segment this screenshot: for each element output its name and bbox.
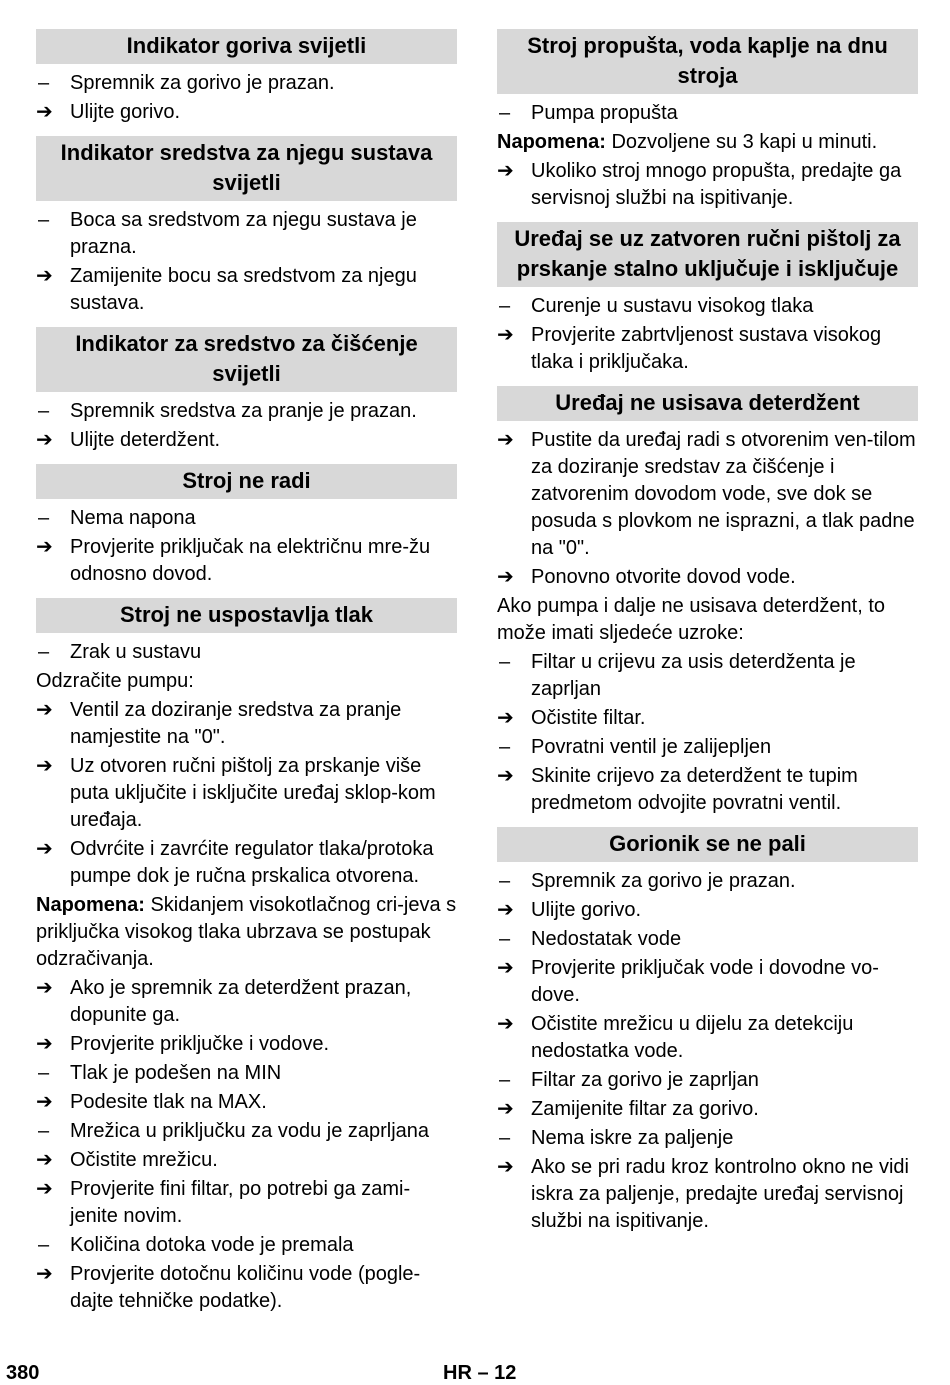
item-text: Povratni ventil je zalijepljen	[531, 736, 772, 758]
item-text: Ventil za doziranje sredstva za pranje namjestite na "0".	[70, 699, 402, 748]
remedy-item	[36, 836, 457, 890]
left-column	[36, 29, 457, 1317]
remedy-item	[497, 427, 918, 562]
fault-cause-item	[36, 1232, 457, 1259]
item-text: Ponovno otvorite dovod vode.	[531, 566, 796, 588]
note-text: Skidanjem visokotlačnog cri-jeva s priključka visokog tlaka ubrzava se postupak odzračivanja.	[36, 894, 457, 970]
item-text: Mrežica u priključku za vodu je zaprljana	[70, 1120, 430, 1142]
item-text: Ulijte deterdžent.	[70, 429, 221, 451]
page-number: 380	[6, 1362, 40, 1384]
dash-bullet: –	[499, 651, 511, 673]
arrow-right-icon: ➔	[497, 899, 514, 921]
fault-cause-item	[497, 734, 918, 761]
remedy-item	[36, 1147, 457, 1174]
remedy-item	[36, 99, 457, 126]
arrow-right-icon: ➔	[36, 429, 53, 451]
item-text: Filtar za gorivo je zaprljan	[531, 1069, 759, 1091]
section-heading: Stroj ne uspostavlja tlak	[36, 598, 457, 633]
arrow-right-icon: ➔	[36, 1091, 53, 1113]
paragraph: Ako pumpa i dalje ne usisava deterdžent, to može imati sljedeće uzroke:	[497, 595, 886, 644]
note-text: Dozvoljene su 3 kapi u minuti.	[605, 131, 878, 153]
item-text: Filtar u crijevu za usis deterdženta je zaprljan	[531, 651, 856, 700]
arrow-right-icon: ➔	[497, 707, 514, 729]
arrow-right-icon: ➔	[36, 101, 53, 123]
remedy-item	[497, 158, 918, 212]
item-text: Očistite mrežicu.	[70, 1149, 218, 1171]
dash-bullet: –	[499, 736, 511, 758]
item-text: Provjerite zabrtvljenost sustava visokog tlaka i priključaka.	[531, 324, 882, 373]
paragraph: Odzračite pumpu:	[36, 670, 194, 692]
arrow-right-icon: ➔	[36, 1033, 53, 1055]
dash-bullet: –	[38, 72, 50, 94]
remedy-item	[36, 753, 457, 834]
remedy-item	[36, 1031, 457, 1058]
item-text: Zamijenite bocu sa sredstvom za njegu sustava.	[70, 265, 417, 314]
arrow-right-icon: ➔	[36, 1149, 53, 1171]
item-text: Skinite crijevo za deterdžent te tupim predmetom odvojite povratni ventil.	[531, 765, 858, 814]
fault-cause-item	[36, 639, 457, 666]
section-heading: Indikator sredstva za njegu sustava svijetli	[36, 136, 457, 201]
item-text: Provjerite priključak na električnu mre-žu odnosno dovod.	[70, 536, 431, 585]
dash-bullet: –	[499, 102, 511, 124]
arrow-right-icon: ➔	[36, 838, 53, 860]
item-text: Zamijenite filtar za gorivo.	[531, 1098, 759, 1120]
item-text: Ukoliko stroj mnogo propušta, predajte ga servisnoj službi na ispitivanje.	[531, 160, 902, 209]
arrow-right-icon: ➔	[497, 1156, 514, 1178]
item-text: Nedostatak vode	[531, 928, 682, 950]
fault-cause-item	[36, 398, 457, 425]
remedy-item	[36, 263, 457, 317]
item-text: Provjerite priključak vode i dovodne vo-dove.	[531, 957, 879, 1006]
dash-bullet: –	[38, 641, 50, 663]
dash-bullet: –	[38, 1062, 50, 1084]
arrow-right-icon: ➔	[36, 265, 53, 287]
arrow-right-icon: ➔	[36, 1178, 53, 1200]
note-label: Napomena:	[36, 894, 145, 916]
item-text: Zrak u sustavu	[70, 641, 202, 663]
remedy-item	[497, 1154, 918, 1235]
section-heading: Uređaj se uz zatvoren ručni pištolj za prskanje stalno uključuje i isključuje	[497, 222, 918, 287]
fault-cause-item	[497, 649, 918, 703]
arrow-right-icon: ➔	[36, 699, 53, 721]
item-text: Ulijte gorivo.	[531, 899, 642, 921]
note-paragraph	[497, 129, 918, 156]
remedy-item	[497, 1096, 918, 1123]
item-text: Očistite filtar.	[531, 707, 646, 729]
language-page-label: HR – 12	[443, 1362, 517, 1384]
arrow-right-icon: ➔	[36, 1263, 53, 1285]
section-heading: Gorionik se ne pali	[497, 827, 918, 862]
item-text: Ako je spremnik za deterdžent prazan, dopunite ga.	[70, 977, 412, 1026]
item-text: Spremnik za gorivo je prazan.	[531, 870, 796, 892]
remedy-item	[497, 705, 918, 732]
remedy-item	[497, 763, 918, 817]
item-text: Spremnik za gorivo je prazan.	[70, 72, 335, 94]
dash-bullet: –	[499, 295, 511, 317]
item-text: Boca sa sredstvom za njegu sustava je prazna.	[70, 209, 417, 258]
fault-cause-item	[497, 100, 918, 127]
item-text: Ulijte gorivo.	[70, 101, 181, 123]
arrow-right-icon: ➔	[497, 429, 514, 451]
fault-cause-item	[36, 505, 457, 532]
item-text: Provjerite priključke i vodove.	[70, 1033, 329, 1055]
fault-cause-item	[36, 1118, 457, 1145]
arrow-right-icon: ➔	[497, 324, 514, 346]
remedy-item	[497, 1011, 918, 1065]
dash-bullet: –	[499, 1069, 511, 1091]
section-heading: Indikator goriva svijetli	[36, 29, 457, 64]
remedy-item	[36, 1261, 457, 1315]
remedy-item	[497, 955, 918, 1009]
dash-bullet: –	[38, 1234, 50, 1256]
item-text: Nema napona	[70, 507, 196, 529]
fault-cause-item	[497, 1067, 918, 1094]
right-column	[497, 29, 918, 1237]
item-text: Provjerite dotočnu količinu vode (pogle-dajte tehničke podatke).	[70, 1263, 421, 1312]
fault-cause-item	[36, 70, 457, 97]
item-text: Provjerite fini filtar, po potrebi ga zami-jenite novim.	[70, 1178, 411, 1227]
item-text: Curenje u sustavu visokog tlaka	[531, 295, 814, 317]
arrow-right-icon: ➔	[497, 957, 514, 979]
remedy-item	[36, 534, 457, 588]
item-text: Odvrćite i zavrćite regulator tlaka/protoka pumpe dok je ručna prskalica otvorena.	[70, 838, 434, 887]
dash-bullet: –	[38, 1120, 50, 1142]
item-text: Uz otvoren ručni pištolj za prskanje više puta uključite i isključite uređaj sklop-kom uređaja.	[70, 755, 436, 831]
arrow-right-icon: ➔	[497, 566, 514, 588]
arrow-right-icon: ➔	[497, 1098, 514, 1120]
fault-cause-item	[497, 1125, 918, 1152]
arrow-right-icon: ➔	[36, 977, 53, 999]
arrow-right-icon: ➔	[497, 765, 514, 787]
item-text: Pustite da uređaj radi s otvorenim ven-tilom za doziranje sredstav za čišćenje i zatvorenim dovodom vode, sve dok se posuda s plovkom ne isprazni, a tlak padne na "0".	[531, 429, 916, 559]
fault-cause-item	[497, 868, 918, 895]
arrow-right-icon: ➔	[36, 755, 53, 777]
item-text: Spremnik sredstva za pranje je prazan.	[70, 400, 417, 422]
remedy-item	[36, 1176, 457, 1230]
remedy-item	[497, 564, 918, 591]
fault-cause-item	[497, 293, 918, 320]
fault-cause-item	[36, 207, 457, 261]
fault-cause-item	[36, 1060, 457, 1087]
item-text: Podesite tlak na MAX.	[70, 1091, 267, 1113]
dash-bullet: –	[499, 1127, 511, 1149]
note-paragraph	[36, 892, 457, 973]
section-heading: Uređaj ne usisava deterdžent	[497, 386, 918, 421]
note-label: Napomena:	[497, 131, 606, 153]
remedy-item	[36, 975, 457, 1029]
remedy-item	[497, 897, 918, 924]
dash-bullet: –	[38, 209, 50, 231]
dash-bullet: –	[499, 870, 511, 892]
arrow-right-icon: ➔	[36, 536, 53, 558]
remedy-item	[36, 427, 457, 454]
dash-bullet: –	[38, 507, 50, 529]
section-heading: Stroj ne radi	[36, 464, 457, 499]
item-text: Ako se pri radu kroz kontrolno okno ne vidi iskra za paljenje, predajte uređaj servisnoj službi na ispitivanje.	[531, 1156, 909, 1232]
dash-bullet: –	[38, 400, 50, 422]
remedy-item	[36, 1089, 457, 1116]
section-heading: Stroj propušta, voda kaplje na dnu stroja	[497, 29, 918, 94]
arrow-right-icon: ➔	[497, 1013, 514, 1035]
fault-cause-item	[497, 926, 918, 953]
arrow-right-icon: ➔	[497, 160, 514, 182]
item-text: Nema iskre za paljenje	[531, 1127, 734, 1149]
remedy-item	[36, 697, 457, 751]
item-text: Količina dotoka vode je premala	[70, 1234, 354, 1256]
item-text: Očistite mrežicu u dijelu za detekciju nedostatka vode.	[531, 1013, 854, 1062]
item-text: Tlak je podešen na MIN	[70, 1062, 282, 1084]
dash-bullet: –	[499, 928, 511, 950]
item-text: Pumpa propušta	[531, 102, 678, 124]
section-heading: Indikator za sredstvo za čišćenje svijetli	[36, 327, 457, 392]
remedy-item	[497, 322, 918, 376]
